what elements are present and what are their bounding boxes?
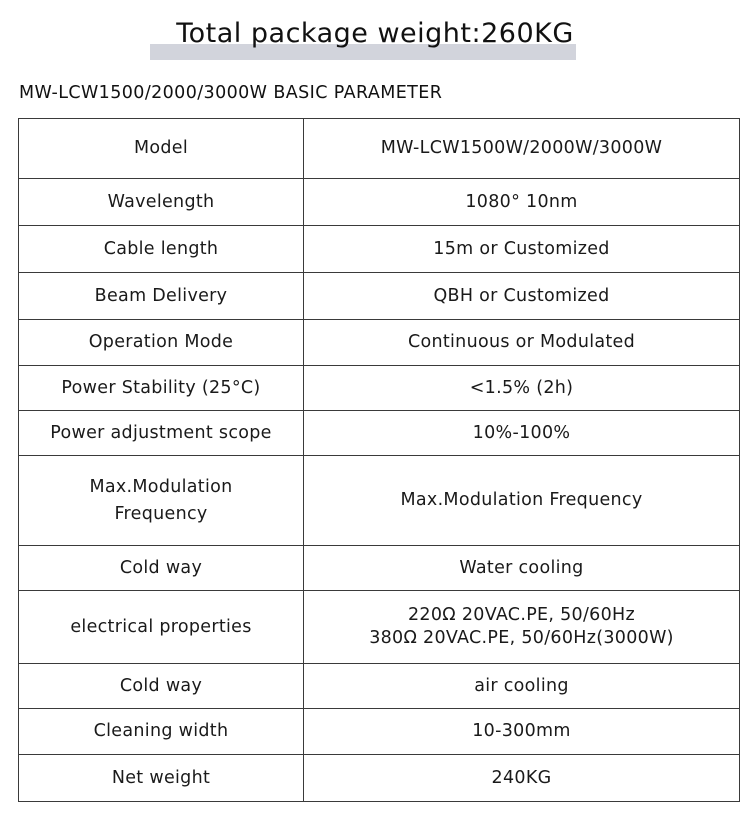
param-value-cell: Max.Modulation Frequency [304, 456, 740, 546]
table-row [19, 320, 740, 366]
table-row [19, 709, 740, 755]
param-value-line: 380Ω 20VAC.PE, 50/60Hz(3000W) [369, 628, 674, 648]
param-name-cell: Cable length [19, 226, 304, 273]
param-name-text: Max.Modulation Frequency [89, 476, 233, 524]
table-row [19, 119, 740, 179]
param-value-cell: air cooling [304, 664, 740, 709]
param-name-cell: Cold way [19, 664, 304, 709]
table-row [19, 664, 740, 709]
param-value-cell: Continuous or Modulated [304, 320, 740, 366]
table-row [19, 755, 740, 802]
param-name-cell: Net weight [19, 755, 304, 802]
param-value-cell: 240KG [304, 755, 740, 802]
param-value-cell: Water cooling [304, 546, 740, 591]
param-value-cell: 10-300mm [304, 709, 740, 755]
table-row [19, 456, 740, 546]
table-row [19, 179, 740, 226]
param-value-cell: <1.5% (2h) [304, 366, 740, 411]
page-title [174, 14, 576, 54]
table-row [19, 226, 740, 273]
table-row [19, 273, 740, 320]
param-name-cell: Cleaning width [19, 709, 304, 755]
param-name-cell: electrical properties [19, 591, 304, 664]
table-row [19, 591, 740, 664]
param-value-cell: QBH or Customized [304, 273, 740, 320]
param-name-cell: Model [19, 119, 304, 179]
parameter-table [18, 118, 740, 802]
param-value-cell: 1080° 10nm [304, 179, 740, 226]
table-row [19, 546, 740, 591]
param-name-cell: Cold way [19, 546, 304, 591]
param-name-cell: Beam Delivery [19, 273, 304, 320]
section-subtitle: MW-LCW1500/2000/3000W BASIC PARAMETER [19, 83, 443, 103]
param-name-cell: Power Stability (25°C) [19, 366, 304, 411]
title-container [0, 14, 750, 54]
param-value-cell: 15m or Customized [304, 226, 740, 273]
param-value-cell: 10%-100% [304, 411, 740, 456]
param-value-cell: MW-LCW1500W/2000W/3000W [304, 119, 740, 179]
param-name-cell: Wavelength [19, 179, 304, 226]
param-name-cell [19, 456, 304, 546]
table-row [19, 411, 740, 456]
table-row [19, 366, 740, 411]
param-name-cell: Operation Mode [19, 320, 304, 366]
param-value-cell [304, 591, 740, 664]
param-name-cell: Power adjustment scope [19, 411, 304, 456]
param-value-line: 220Ω 20VAC.PE, 50/60Hz [407, 605, 636, 625]
page-title-text: Total package weight:260KG [176, 18, 574, 49]
